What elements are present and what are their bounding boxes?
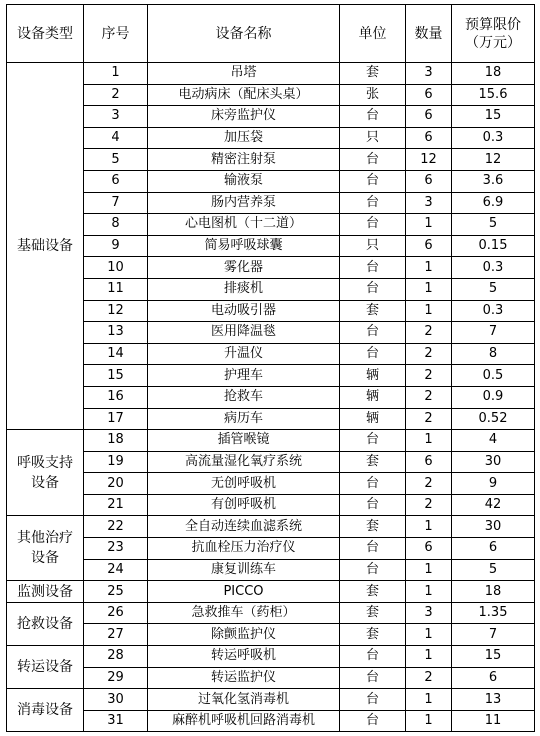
table-row (7, 667, 535, 689)
row-budget-cell: 7 (452, 322, 535, 344)
row-unit-cell: 台 (340, 667, 406, 689)
row-qty-cell: 1 (406, 300, 452, 322)
table-row (7, 559, 535, 581)
row-unit-cell: 台 (340, 192, 406, 214)
category-cell: 转运设备 (7, 646, 84, 689)
row-budget-cell: 15 (452, 106, 535, 128)
table-row (7, 689, 535, 711)
row-qty-cell: 1 (406, 278, 452, 300)
row-qty-cell: 1 (406, 516, 452, 538)
row-no-cell: 1 (84, 63, 148, 85)
row-name-cell: 护理车 (148, 365, 340, 387)
row-name-cell: 插管喉镜 (148, 430, 340, 452)
row-no-cell: 24 (84, 559, 148, 581)
equipment-table (6, 4, 535, 732)
row-name-cell: 康复训练车 (148, 559, 340, 581)
row-unit-cell: 台 (340, 106, 406, 128)
category-cell: 基础设备 (7, 63, 84, 430)
row-name-cell: 全自动连续血滤系统 (148, 516, 340, 538)
category-cell: 消毒设备 (7, 689, 84, 732)
row-name-cell: 升温仪 (148, 343, 340, 365)
row-qty-cell: 6 (406, 127, 452, 149)
table-row (7, 494, 535, 516)
row-no-cell: 8 (84, 214, 148, 236)
row-no-cell: 7 (84, 192, 148, 214)
row-budget-cell: 4 (452, 430, 535, 452)
row-budget-cell: 30 (452, 451, 535, 473)
table-row (7, 149, 535, 171)
row-name-cell: 肠内营养泵 (148, 192, 340, 214)
row-unit-cell: 台 (340, 559, 406, 581)
table-row (7, 365, 535, 387)
row-budget-cell: 18 (452, 581, 535, 603)
row-unit-cell: 台 (340, 343, 406, 365)
row-no-cell: 12 (84, 300, 148, 322)
row-no-cell: 9 (84, 235, 148, 257)
row-unit-cell: 台 (340, 473, 406, 495)
row-no-cell: 22 (84, 516, 148, 538)
row-qty-cell: 3 (406, 602, 452, 624)
row-qty-cell: 6 (406, 538, 452, 560)
row-no-cell: 17 (84, 408, 148, 430)
row-no-cell: 26 (84, 602, 148, 624)
row-name-cell: 简易呼吸球囊 (148, 235, 340, 257)
row-unit-cell: 台 (340, 149, 406, 171)
table-row (7, 451, 535, 473)
row-budget-cell: 8 (452, 343, 535, 365)
table-row (7, 170, 535, 192)
header-row (7, 5, 535, 63)
row-name-cell: 电动病床（配床头桌） (148, 84, 340, 106)
row-budget-cell: 0.15 (452, 235, 535, 257)
row-no-cell: 20 (84, 473, 148, 495)
row-unit-cell: 台 (340, 538, 406, 560)
row-no-cell: 23 (84, 538, 148, 560)
row-unit-cell: 台 (340, 430, 406, 452)
table-row (7, 386, 535, 408)
row-no-cell: 11 (84, 278, 148, 300)
row-no-cell: 28 (84, 646, 148, 668)
row-unit-cell: 只 (340, 235, 406, 257)
table-body (7, 63, 535, 732)
table-row (7, 581, 535, 603)
row-unit-cell: 套 (340, 581, 406, 603)
row-qty-cell: 2 (406, 667, 452, 689)
row-qty-cell: 1 (406, 689, 452, 711)
table-row (7, 408, 535, 430)
row-no-cell: 21 (84, 494, 148, 516)
row-budget-cell: 5 (452, 214, 535, 236)
table-row (7, 624, 535, 646)
category-cell: 抢救设备 (7, 602, 84, 645)
table-row (7, 646, 535, 668)
category-cell: 监测设备 (7, 581, 84, 603)
row-name-cell: 高流量湿化氧疗系统 (148, 451, 340, 473)
row-qty-cell: 2 (406, 494, 452, 516)
row-budget-cell: 0.3 (452, 257, 535, 279)
row-qty-cell: 2 (406, 322, 452, 344)
row-budget-cell: 0.52 (452, 408, 535, 430)
row-budget-cell: 13 (452, 689, 535, 711)
row-budget-cell: 6.9 (452, 192, 535, 214)
row-budget-cell: 9 (452, 473, 535, 495)
row-budget-cell: 6 (452, 538, 535, 560)
row-budget-cell: 0.5 (452, 365, 535, 387)
row-name-cell: 有创呼吸机 (148, 494, 340, 516)
row-name-cell: 心电图机（十二道） (148, 214, 340, 236)
row-no-cell: 27 (84, 624, 148, 646)
row-budget-cell: 18 (452, 63, 535, 85)
row-unit-cell: 套 (340, 63, 406, 85)
row-name-cell: 精密注射泵 (148, 149, 340, 171)
row-qty-cell: 1 (406, 257, 452, 279)
table-row (7, 473, 535, 495)
row-unit-cell: 台 (340, 322, 406, 344)
row-name-cell: 吊塔 (148, 63, 340, 85)
table-row (7, 538, 535, 560)
header-unit: 单位 (340, 5, 406, 63)
table-row (7, 106, 535, 128)
row-name-cell: 急救推车（药柜） (148, 602, 340, 624)
row-qty-cell: 3 (406, 63, 452, 85)
row-qty-cell: 1 (406, 624, 452, 646)
row-budget-cell: 12 (452, 149, 535, 171)
header-name: 设备名称 (148, 5, 340, 63)
row-name-cell: 无创呼吸机 (148, 473, 340, 495)
row-budget-cell: 5 (452, 559, 535, 581)
row-budget-cell: 15 (452, 646, 535, 668)
row-unit-cell: 台 (340, 257, 406, 279)
row-unit-cell: 台 (340, 710, 406, 732)
row-name-cell: 加压袋 (148, 127, 340, 149)
row-name-cell: 排痰机 (148, 278, 340, 300)
row-no-cell: 19 (84, 451, 148, 473)
row-no-cell: 2 (84, 84, 148, 106)
row-qty-cell: 6 (406, 106, 452, 128)
row-qty-cell: 1 (406, 559, 452, 581)
row-budget-cell: 3.6 (452, 170, 535, 192)
table-row (7, 516, 535, 538)
row-name-cell: 输液泵 (148, 170, 340, 192)
header-type: 设备类型 (7, 5, 84, 63)
header-no: 序号 (84, 5, 148, 63)
table-row (7, 300, 535, 322)
row-name-cell: 电动吸引器 (148, 300, 340, 322)
row-unit-cell: 辆 (340, 408, 406, 430)
table-row (7, 430, 535, 452)
row-name-cell: 抢救车 (148, 386, 340, 408)
row-name-cell: 除颤监护仪 (148, 624, 340, 646)
table-row (7, 278, 535, 300)
row-name-cell: 医用降温毯 (148, 322, 340, 344)
row-qty-cell: 1 (406, 214, 452, 236)
table-row (7, 235, 535, 257)
row-qty-cell: 2 (406, 365, 452, 387)
table-row (7, 214, 535, 236)
row-unit-cell: 台 (340, 494, 406, 516)
row-name-cell: PICCO (148, 581, 340, 603)
row-qty-cell: 12 (406, 149, 452, 171)
row-name-cell: 抗血栓压力治疗仪 (148, 538, 340, 560)
row-qty-cell: 6 (406, 451, 452, 473)
row-unit-cell: 台 (340, 214, 406, 236)
row-no-cell: 4 (84, 127, 148, 149)
row-budget-cell: 15.6 (452, 84, 535, 106)
row-name-cell: 过氧化氢消毒机 (148, 689, 340, 711)
row-qty-cell: 2 (406, 473, 452, 495)
row-qty-cell: 2 (406, 408, 452, 430)
row-name-cell: 雾化器 (148, 257, 340, 279)
row-budget-cell: 0.9 (452, 386, 535, 408)
row-qty-cell: 1 (406, 710, 452, 732)
row-no-cell: 6 (84, 170, 148, 192)
row-name-cell: 病历车 (148, 408, 340, 430)
table-row (7, 127, 535, 149)
row-no-cell: 25 (84, 581, 148, 603)
row-name-cell: 床旁监护仪 (148, 106, 340, 128)
equipment-budget-sheet (6, 4, 535, 732)
row-name-cell: 转运呼吸机 (148, 646, 340, 668)
row-unit-cell: 辆 (340, 386, 406, 408)
table-row (7, 322, 535, 344)
table-row (7, 257, 535, 279)
table-row (7, 710, 535, 732)
row-qty-cell: 2 (406, 386, 452, 408)
row-unit-cell: 台 (340, 170, 406, 192)
row-no-cell: 15 (84, 365, 148, 387)
row-budget-cell: 6 (452, 667, 535, 689)
row-qty-cell: 6 (406, 170, 452, 192)
category-cell: 呼吸支持设备 (7, 430, 84, 516)
row-budget-cell: 1.35 (452, 602, 535, 624)
table-row (7, 343, 535, 365)
row-no-cell: 16 (84, 386, 148, 408)
row-budget-cell: 7 (452, 624, 535, 646)
row-budget-cell: 0.3 (452, 127, 535, 149)
table-row (7, 192, 535, 214)
row-unit-cell: 台 (340, 689, 406, 711)
row-qty-cell: 1 (406, 581, 452, 603)
row-budget-cell: 5 (452, 278, 535, 300)
header-budget: 预算限价（万元） (452, 5, 535, 63)
row-unit-cell: 只 (340, 127, 406, 149)
row-unit-cell: 台 (340, 278, 406, 300)
row-unit-cell: 套 (340, 602, 406, 624)
row-no-cell: 29 (84, 667, 148, 689)
table-row (7, 84, 535, 106)
row-budget-cell: 11 (452, 710, 535, 732)
row-unit-cell: 套 (340, 300, 406, 322)
row-no-cell: 13 (84, 322, 148, 344)
row-no-cell: 31 (84, 710, 148, 732)
row-name-cell: 转运监护仪 (148, 667, 340, 689)
row-budget-cell: 42 (452, 494, 535, 516)
row-name-cell: 麻醉机呼吸机回路消毒机 (148, 710, 340, 732)
category-cell: 其他治疗设备 (7, 516, 84, 581)
row-unit-cell: 套 (340, 624, 406, 646)
row-no-cell: 3 (84, 106, 148, 128)
row-unit-cell: 张 (340, 84, 406, 106)
table-row (7, 63, 535, 85)
row-qty-cell: 6 (406, 235, 452, 257)
row-qty-cell: 1 (406, 430, 452, 452)
row-unit-cell: 套 (340, 516, 406, 538)
row-qty-cell: 1 (406, 646, 452, 668)
row-no-cell: 14 (84, 343, 148, 365)
row-no-cell: 18 (84, 430, 148, 452)
row-no-cell: 10 (84, 257, 148, 279)
row-qty-cell: 2 (406, 343, 452, 365)
row-unit-cell: 辆 (340, 365, 406, 387)
row-qty-cell: 6 (406, 84, 452, 106)
row-budget-cell: 30 (452, 516, 535, 538)
row-unit-cell: 台 (340, 646, 406, 668)
row-no-cell: 30 (84, 689, 148, 711)
row-qty-cell: 3 (406, 192, 452, 214)
row-no-cell: 5 (84, 149, 148, 171)
table-row (7, 602, 535, 624)
header-qty: 数量 (406, 5, 452, 63)
row-unit-cell: 套 (340, 451, 406, 473)
row-budget-cell: 0.3 (452, 300, 535, 322)
